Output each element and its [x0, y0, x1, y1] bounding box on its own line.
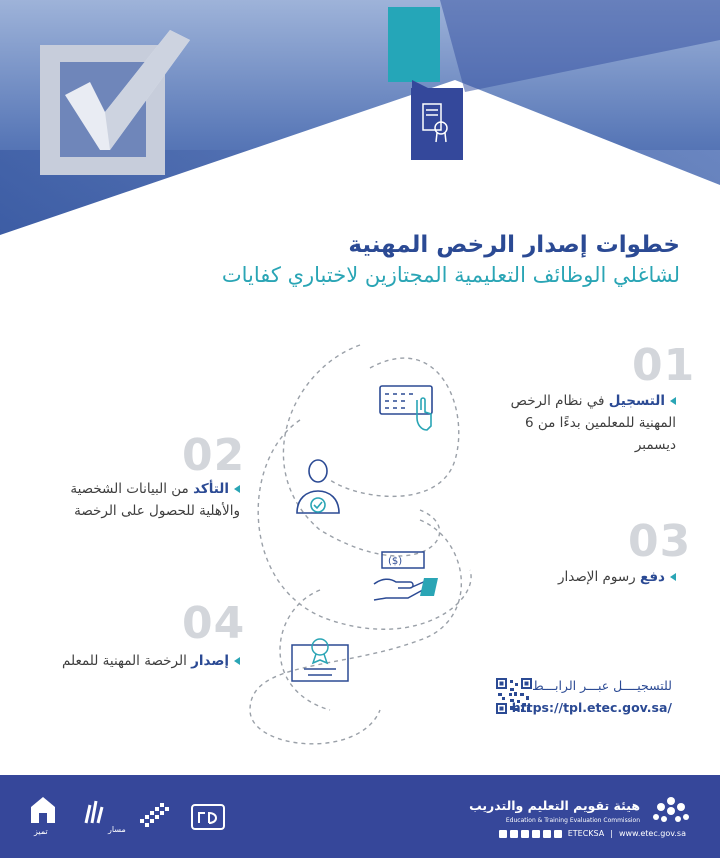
social-bar: ETECKSA | www.etec.gov.sa — [499, 829, 686, 838]
step-text-04 — [20, 650, 240, 672]
partner-logo-2-icon — [136, 797, 174, 835]
footer — [0, 775, 720, 858]
step-number-03: 03 — [628, 516, 692, 567]
registration-label: للتسجيــــل عبـــر الرابـــط — [532, 678, 672, 693]
sub-title: لشاغلي الوظائف التعليمية المجتازين لاختباري كفايات — [221, 263, 680, 287]
step-highlight-04: إصدار — [191, 653, 229, 669]
partner-logo-4-label: تميز — [34, 827, 48, 836]
partner-logo-3-label: مسار — [108, 825, 126, 834]
partner-logo-1-icon — [190, 799, 226, 835]
hero-banner — [0, 0, 720, 250]
step-number-02: 02 — [182, 430, 246, 481]
certificate-icon — [290, 635, 350, 685]
keyboard-hand-icon — [377, 378, 437, 438]
twitter-icon[interactable] — [510, 830, 518, 838]
step-body-03: رسوم الإصدار — [557, 569, 636, 585]
partner-logo-3-icon — [80, 797, 110, 827]
step-body-02: من البيانات الشخصية والأهلية للحصول على الرخصة — [70, 481, 240, 519]
bullet-arrow-icon — [670, 573, 676, 581]
step-text-03 — [476, 566, 676, 588]
linkedin-icon[interactable] — [554, 830, 562, 838]
step-text-02 — [40, 478, 240, 522]
registration-link[interactable]: https://tpl.etec.gov.sa/ — [511, 700, 672, 715]
step-highlight-01: التسجيل — [608, 393, 665, 409]
main-title: خطوات إصدار الرخص المهنية — [348, 232, 680, 258]
hero-background — [0, 0, 720, 250]
facebook-icon[interactable] — [499, 830, 507, 838]
bullet-arrow-icon — [234, 657, 240, 665]
bullet-arrow-icon — [234, 485, 240, 493]
step-text-01 — [496, 390, 676, 456]
step-body-01: في نظام الرخص المهنية للمعلمين بدءًا من 6 ديسمبر — [510, 393, 676, 453]
instagram-icon[interactable] — [532, 830, 540, 838]
svg-text:($): ($) — [388, 556, 403, 567]
step-body-04: الرخصة المهنية للمعلم — [62, 653, 187, 669]
snapchat-icon[interactable] — [543, 830, 551, 838]
youtube-icon[interactable] — [521, 830, 529, 838]
org-name-arabic: هيئة تقويم التعليم والتدريب — [469, 798, 640, 813]
step-number-04: 04 — [182, 598, 246, 649]
title-block — [40, 230, 680, 290]
step-number-01: 01 — [632, 340, 696, 391]
partner-logo-4-icon — [28, 795, 58, 825]
social-handle: ETECKSA — [567, 829, 605, 838]
org-name-english: Education & Training Evaluation Commission — [505, 817, 640, 824]
teal-accent-block — [388, 7, 440, 82]
bullet-arrow-icon — [670, 397, 676, 405]
user-check-icon — [293, 458, 343, 518]
payment-hand-icon — [372, 548, 442, 603]
step-highlight-02: التأكد — [193, 481, 229, 497]
website-link[interactable]: www.etec.gov.sa — [618, 829, 686, 838]
step-highlight-03: دفع — [640, 569, 665, 585]
